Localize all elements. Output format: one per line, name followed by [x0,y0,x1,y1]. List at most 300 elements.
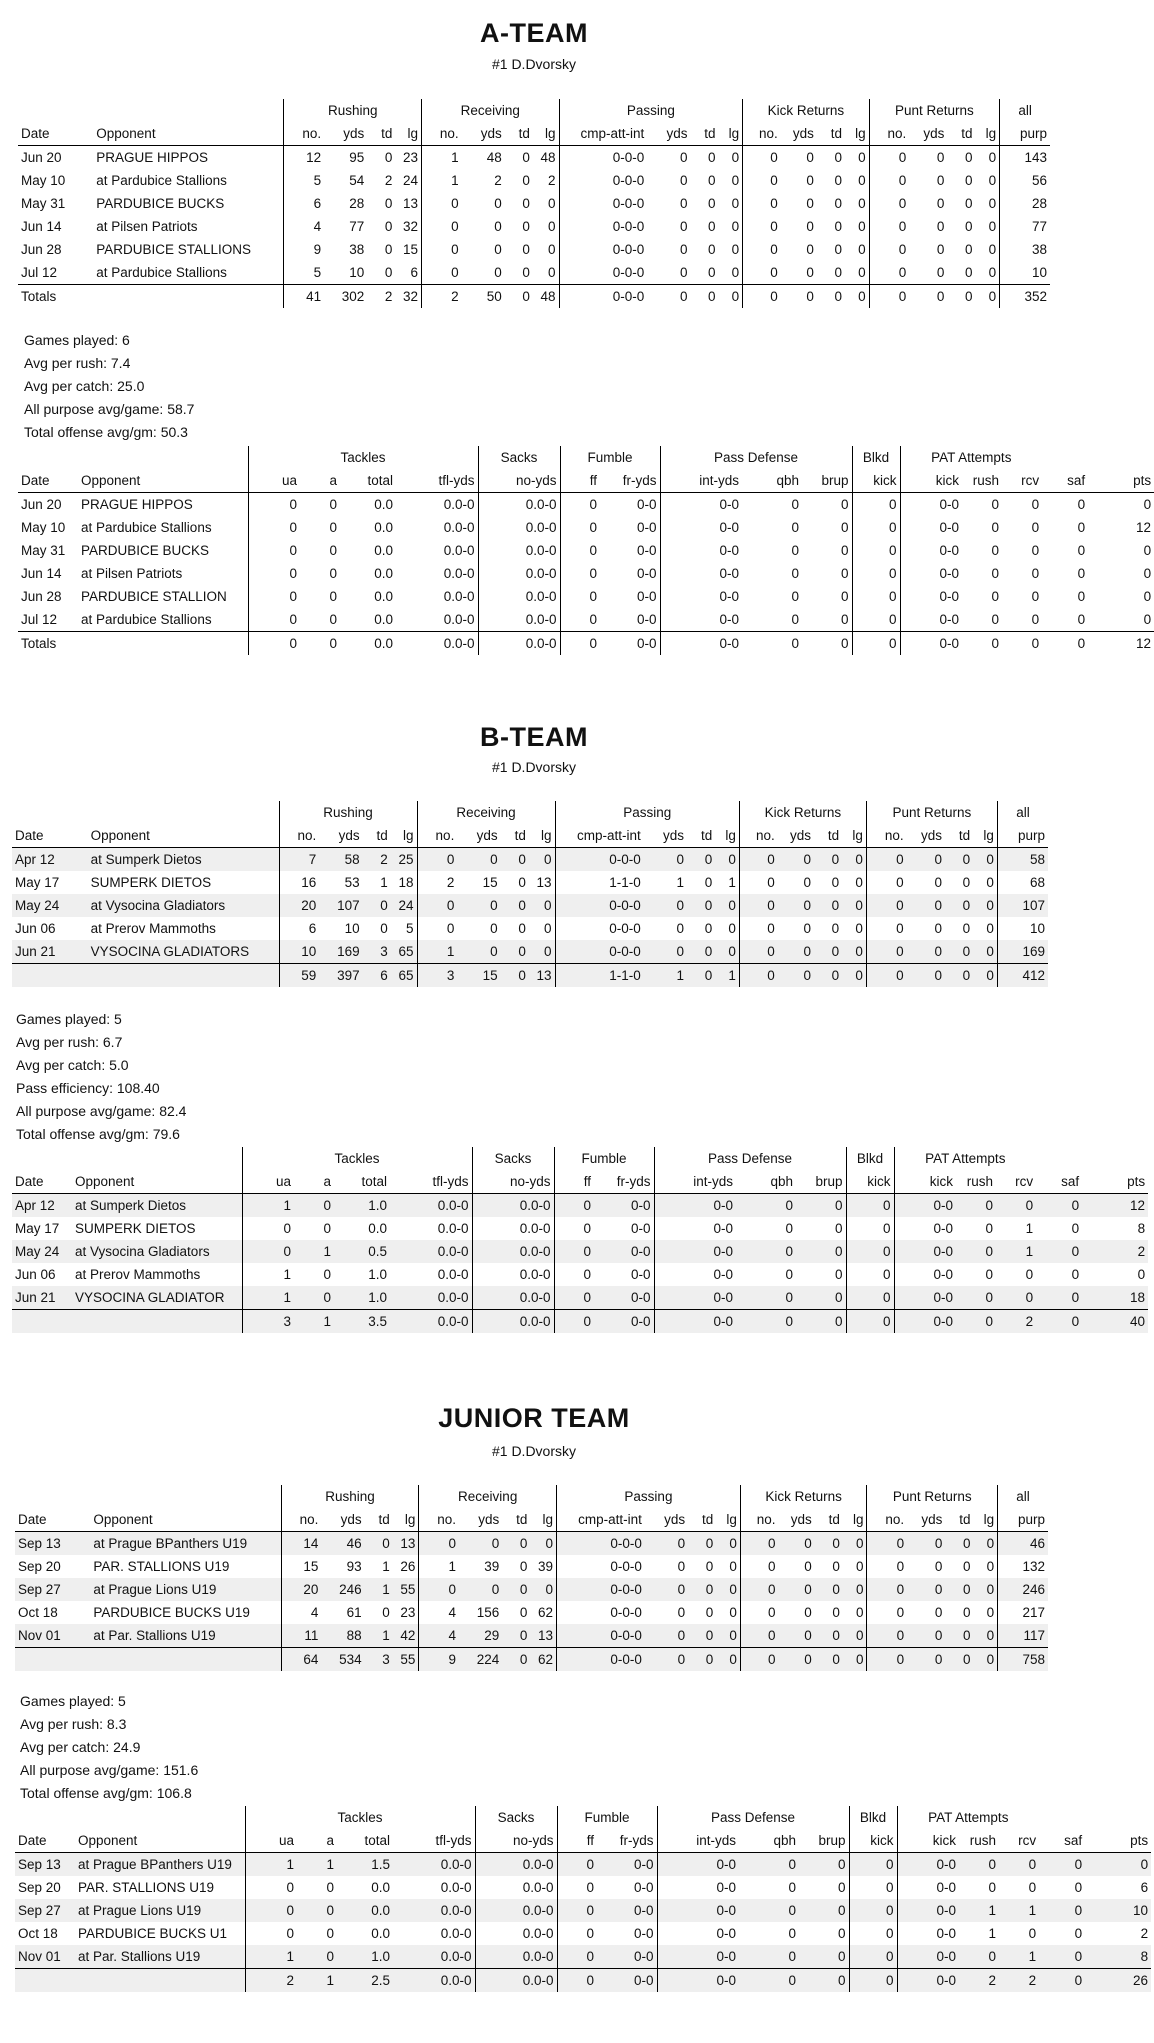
total-blkd-kick: 0 [852,632,900,656]
cell-tackles-total: 0.0 [374,589,393,604]
cell-kr-lg: 0 [843,1578,867,1601]
cell-pr-yds: 0 [934,1559,943,1574]
cell-blkd-kick: 0 [849,1853,897,1877]
cell-date: Jun 28 [21,589,62,604]
cell-rec-yds: 0 [494,219,502,234]
column-header-fumble-fr-yds: fr-yds [594,1170,654,1194]
cell-kr-yds: 0 [779,1532,815,1556]
cell-sacks-no-yds: 0.0-0 [478,562,560,585]
cell-kr-no: 0 [743,261,781,285]
cell-blkd-kick: 0 [846,1263,894,1286]
cell-date: May 10 [21,520,66,535]
b-team-defense-table [12,1147,1148,1333]
cell-all-purp: 77 [1000,215,1050,238]
column-header-tackles-tfl-yds: tfl-yds [393,1829,475,1853]
cell-pass-lg: 0 [731,196,740,211]
cell-kr-no: 0 [739,894,777,917]
cell-date: May 17 [15,1221,60,1236]
cell-fumble-fr-yds: 0-0 [634,1880,654,1895]
group-header: Blkd [849,1806,897,1829]
cell-pr-lg: 0 [988,173,997,188]
cell-pass-yds: 0 [679,265,688,280]
cell-tackles-tfl-yds: 0.0-0 [390,1240,472,1263]
group-header: Passing [557,1485,741,1508]
season-note: Avg per rush: 6.7 [16,1034,123,1050]
cell-all-purp: 117 [998,1624,1048,1648]
total-pass-cmp-att-int: 0-0-0 [557,1648,645,1672]
column-header-pass-yds: yds [645,1508,688,1532]
total-pd-qbh: 0 [736,1310,796,1334]
cell-rush-yds: 10 [344,921,360,936]
cell-rec-yds: 48 [486,150,502,165]
cell-pass-yds: 0 [679,242,688,257]
table-row [15,1876,1151,1899]
cell-pat-rcv: 0 [1031,566,1040,581]
table-row [12,1194,1148,1218]
column-header-opponent: Opponent [88,824,279,848]
cell-date: May 31 [21,196,66,211]
cell-blkd-kick: 0 [846,1217,894,1240]
cell-rec-no: 1 [421,169,461,192]
cell-pat-rush: 0 [956,1194,996,1218]
cell-rec-yds: 0 [457,848,500,872]
a-team-player: #1 D.Dvorsky [491,56,577,72]
cell-pr-td: 0 [945,1532,973,1556]
cell-opponent: PARDUBICE BUCKS [96,196,225,211]
column-header-tackles-a: a [300,469,340,493]
season-note: Games played: 5 [16,1011,122,1027]
column-header-fumble-ff: ff [557,1829,597,1853]
cell-kr-no: 0 [740,1555,778,1578]
table-row [18,516,1154,539]
cell-tackles-total: 0.0 [371,1926,390,1941]
cell-kr-td: 0 [814,940,842,964]
cell-rush-no: 5 [284,261,324,285]
cell-opponent: at Pilsen Patriots [96,219,198,234]
cell-opponent: PARDUBICE STALLION [81,589,227,604]
cell-pr-lg: 0 [973,1624,997,1648]
column-header-row [18,122,1050,146]
cell-pd-qbh: 0 [785,1221,794,1236]
cell-pat-rush: 1 [988,1926,997,1941]
cell-pts: 8 [1085,1945,1151,1969]
cell-kr-lg: 0 [858,242,866,257]
cell-pd-int-yds: 0-0 [657,1922,739,1945]
cell-fumble-fr-yds: 0-0 [597,1853,657,1877]
cell-tackles-total: 1.0 [334,1194,390,1218]
cell-pd-brup: 0 [841,589,849,604]
cell-rush-no: 10 [279,940,319,964]
junior-team-defense-table [15,1806,1151,1992]
total-saf: 0 [1036,1310,1082,1334]
cell-opponent: VYSOCINA GLADIATOR [72,1286,242,1310]
total-kr-lg: 0 [845,285,869,309]
cell-pat-rush: 0 [959,1853,999,1877]
total-pd-brup: 0 [796,1310,846,1334]
total-kr-td: 0 [817,285,845,309]
cell-pr-yds: 0 [907,940,945,964]
total-tackles-tfl-yds: 0.0-0 [396,632,478,656]
cell-pr-lg: 0 [986,1605,995,1620]
cell-pd-brup: 0 [799,1853,849,1877]
cell-opponent: at Prerov Mammoths [75,1267,201,1282]
cell-kr-lg: 0 [858,219,866,234]
cell-tackles-ua: 0 [248,608,300,632]
cell-opponent: SUMPERK DIETOS [90,875,212,890]
cell-saf: 0 [1077,566,1086,581]
total-tackles-a: 0 [300,632,340,656]
cell-kr-lg: 0 [855,1559,864,1574]
column-header-kr-lg: lg [845,122,869,146]
cell-all-purp: 10 [997,917,1048,940]
cell-blkd-kick: 0 [846,1194,894,1218]
column-header-rec-lg: lg [529,824,555,848]
cell-pass-yds: 0 [679,173,688,188]
cell-kr-td: 0 [834,150,843,165]
group-header: Blkd [852,446,900,469]
cell-fumble-fr-yds: 0-0 [594,1240,654,1263]
cell-pr-no: 0 [869,146,909,170]
cell-sacks-no-yds: 0.0-0 [478,585,560,608]
cell-pat-rush: 0 [985,1221,994,1236]
cell-fumble-ff: 0 [557,1945,597,1969]
group-header-row [12,1147,1148,1170]
table-row [15,1922,1151,1945]
cell-pat-rcv: 0 [1028,1926,1037,1941]
cell-pd-int-yds: 0-0 [654,1263,736,1286]
cell-pd-brup: 0 [796,1286,846,1310]
cell-pd-qbh: 0 [788,1926,797,1941]
column-header-kr-no: no. [739,824,777,848]
cell-pr-no: 0 [869,192,909,215]
cell-pat-rcv: 0 [996,1194,1036,1218]
cell-pass-yds: 0 [644,940,687,964]
column-header-pat-kick: kick [894,1170,956,1194]
cell-opponent: PARDUBICE STALLIONS [96,242,252,257]
total-pat-rush: 2 [959,1969,999,1993]
cell-rec-lg: 13 [536,875,552,890]
total-pr-no: 0 [867,1648,907,1672]
total-pass-td: 0 [688,1648,716,1672]
column-header-pat-rush: rush [962,469,1002,493]
column-header-pr-lg: lg [976,122,1000,146]
cell-fumble-ff: 0 [560,608,600,632]
group-spacer [18,446,248,469]
group-header: Kick Returns [739,801,866,824]
cell-fumble-fr-yds: 0-0 [597,1945,657,1969]
cell-rec-lg: 0 [547,242,556,257]
cell-tackles-ua: 1 [242,1286,294,1310]
cell-fumble-ff: 0 [557,1853,597,1877]
cell-opponent: at Vysocina Gladiators [88,894,279,917]
table-row [18,493,1154,517]
table-row [12,1240,1148,1263]
cell-rush-yds: 107 [319,894,362,917]
cell-all-purp: 217 [998,1601,1048,1624]
column-header-pr-yds: yds [909,122,947,146]
column-header-opponent: Opponent [90,1508,281,1532]
cell-pr-yds: 0 [936,150,945,165]
cell-pr-lg: 0 [973,940,997,964]
total-rush-yds: 397 [319,964,362,988]
cell-kr-td: 0 [815,1532,843,1556]
cell-tackles-ua: 0 [242,1240,294,1263]
column-header-blkd-kick: kick [849,1829,897,1853]
column-header-date: Date [18,469,78,493]
cell-pass-cmp-att-int: 0-0-0 [555,894,644,917]
cell-pr-no: 0 [867,1555,907,1578]
column-header-pass-td: td [690,122,718,146]
cell-pr-yds: 0 [907,1624,945,1648]
cell-tackles-tfl-yds: 0.0-0 [393,1853,475,1877]
total-pd-brup: 0 [799,1969,849,1993]
cell-sacks-no-yds: 0.0-0 [478,493,560,517]
cell-rec-no: 4 [419,1624,459,1648]
cell-opponent: at Pardubice Stallions [81,520,212,535]
cell-pass-yds: 0 [644,894,687,917]
cell-kr-yds: 0 [779,1578,815,1601]
group-header: Rushing [279,801,417,824]
column-header-rush-yds: yds [321,1508,364,1532]
group-header: Kick Returns [740,1485,867,1508]
cell-rec-lg: 0 [529,940,555,964]
cell-fumble-ff: 0 [557,1899,597,1922]
cell-kr-td: 0 [834,242,843,257]
cell-tackles-ua: 0 [245,1876,297,1899]
cell-pd-int-yds: 0-0 [657,1945,739,1969]
total-rush-no: 64 [281,1648,321,1672]
cell-pr-lg: 0 [988,219,997,234]
total-pr-no: 0 [866,964,906,988]
cell-kr-td: 0 [832,1605,840,1620]
cell-rush-no: 6 [284,192,324,215]
cell-pd-int-yds: 0-0 [654,1286,736,1310]
cell-sacks-no-yds: 0.0-0 [472,1240,554,1263]
column-header-row [15,1829,1151,1853]
cell-pd-brup: 0 [841,520,849,535]
table-row [15,1532,1048,1556]
cell-rec-td: 0 [522,196,530,211]
total-rec-no: 3 [417,964,457,988]
group-header: PAT Attempts [894,1147,1036,1170]
season-note: Avg per rush: 7.4 [24,355,131,371]
column-header-pd-qbh: qbh [742,469,802,493]
cell-pat-rcv: 1 [999,1945,1039,1969]
junior-team-season-notes [20,1690,198,1805]
cell-kr-no: 0 [739,848,777,872]
cell-sacks-no-yds: 0.0-0 [478,539,560,562]
cell-opponent: at Pilsen Patriots [81,566,183,581]
cell-pr-td: 0 [965,196,973,211]
cell-rush-lg: 25 [391,848,417,872]
cell-pass-yds: 1 [676,875,685,890]
cell-kr-td: 0 [832,1559,840,1574]
table-row [15,1853,1151,1877]
cell-opponent: at Pardubice Stallions [81,612,212,627]
cell-pr-lg: 0 [973,1578,997,1601]
cell-pass-cmp-att-int: 0-0-0 [559,169,647,192]
cell-opponent: PAR. STALLIONS U19 [93,1559,230,1574]
cell-pass-yds: 0 [677,1605,686,1620]
cell-rush-yds: 88 [321,1624,364,1648]
cell-kr-no: 0 [743,238,781,261]
cell-rush-no: 4 [281,1601,321,1624]
column-header-saf: saf [1036,1170,1082,1194]
cell-pass-td: 0 [708,265,716,280]
total-rec-no: 9 [419,1648,459,1672]
total-fumble-fr-yds: 0-0 [594,1310,654,1334]
cell-pd-qbh: 0 [739,1853,799,1877]
cell-pd-qbh: 0 [736,1286,796,1310]
cell-pd-brup: 0 [796,1240,846,1263]
cell-rush-lg: 26 [400,1559,416,1574]
cell-pts: 6 [1140,1880,1149,1895]
cell-rec-lg: 0 [529,848,555,872]
cell-date: May 31 [21,543,66,558]
column-header-date: Date [18,122,93,146]
column-header-pass-td: td [688,1508,716,1532]
cell-rec-td: 0 [522,150,530,165]
cell-pass-cmp-att-int: 0-0-0 [555,848,644,872]
cell-pat-kick: 0-0 [894,1217,956,1240]
cell-date: May 17 [15,875,60,890]
totals-row [18,285,1050,309]
cell-rec-yds: 0 [459,1578,502,1601]
cell-kr-lg: 0 [858,173,866,188]
cell-tackles-a: 0 [326,1926,334,1941]
cell-pd-int-yds: 0-0 [660,493,742,517]
total-tackles-total: 0.0 [340,632,396,656]
cell-rush-td: 0 [382,1605,390,1620]
cell-kr-td: 0 [834,173,843,188]
cell-pat-kick: 0-0 [900,585,962,608]
cell-pts: 0 [1143,612,1152,627]
total-kr-lg: 0 [842,964,866,988]
cell-sacks-no-yds: 0.0-0 [472,1263,554,1286]
season-note: Avg per rush: 8.3 [20,1716,127,1732]
cell-pat-kick: 0-0 [900,562,962,585]
cell-rush-yds: 38 [349,242,365,257]
cell-rec-no: 2 [417,871,457,894]
cell-pd-int-yds: 0-0 [657,1876,739,1899]
cell-rec-yds: 0 [457,894,500,917]
cell-pr-lg: 0 [988,265,997,280]
cell-rush-yds: 93 [346,1559,362,1574]
cell-pass-td: 0 [688,1624,716,1648]
cell-date: Sep 20 [18,1559,61,1574]
cell-pr-lg: 0 [973,848,997,872]
total-rush-td: 2 [367,285,395,309]
cell-pass-lg: 0 [716,1624,740,1648]
cell-date: Oct 18 [18,1926,58,1941]
cell-sacks-no-yds: 0.0-0 [475,1876,557,1899]
cell-pd-brup: 0 [838,1926,846,1941]
cell-saf: 0 [1077,520,1086,535]
cell-rec-lg: 0 [547,219,556,234]
cell-tackles-total: 0.0 [337,1899,393,1922]
cell-pd-qbh: 0 [791,520,800,535]
cell-pass-td: 0 [704,875,713,890]
total-date: Totals [18,285,93,309]
cell-pass-lg: 0 [731,265,740,280]
cell-pass-yds: 0 [676,921,685,936]
column-header-opponent: Opponent [75,1829,245,1853]
cell-saf: 0 [1036,1286,1082,1310]
cell-pat-kick: 0-0 [900,608,962,632]
cell-pr-td: 0 [962,921,971,936]
cell-rush-td: 2 [384,173,393,188]
cell-saf: 0 [1077,612,1086,627]
column-header-tackles-tfl-yds: tfl-yds [396,469,478,493]
total-pass-cmp-att-int: 0-0-0 [559,285,647,309]
cell-rec-lg: 0 [530,1532,556,1556]
column-header-kr-yds: yds [778,824,814,848]
totals-row [12,1310,1148,1334]
cell-pass-lg: 0 [716,1532,740,1556]
column-header-kr-lg: lg [843,1508,867,1532]
cell-date: Jun 21 [12,940,88,964]
cell-pass-td: 0 [687,894,715,917]
group-header: all [1000,99,1050,122]
total-blkd-kick: 0 [849,1969,897,1993]
a-team-season-notes [24,329,194,444]
cell-pass-yds: 0 [679,219,688,234]
cell-pd-int-yds: 0-0 [654,1217,736,1240]
column-header-date: Date [12,1170,72,1194]
cell-pass-cmp-att-int: 0-0-0 [557,1578,645,1601]
total-rec-no: 2 [421,285,461,309]
column-header-date: Date [15,1829,75,1853]
cell-date: Jun 21 [12,1286,72,1310]
cell-rush-no: 5 [284,169,324,192]
column-header-pr-td: td [945,824,973,848]
cell-rush-yds: 61 [346,1605,362,1620]
cell-sacks-no-yds: 0.0-0 [475,1853,557,1877]
group-header: Pass Defense [654,1147,846,1170]
cell-pr-no: 0 [866,848,906,872]
column-header-rec-no: no. [419,1508,459,1532]
group-header: Passing [559,99,743,122]
group-header: all [997,801,1048,824]
cell-tackles-total: 0.5 [334,1240,390,1263]
cell-pass-td: 0 [705,1605,714,1620]
cell-kr-yds: 0 [778,848,814,872]
cell-pd-int-yds: 0-0 [660,562,742,585]
cell-fumble-fr-yds: 0-0 [637,566,657,581]
cell-pr-td: 0 [965,265,973,280]
cell-all-purp: 58 [997,848,1048,872]
cell-tackles-a: 1 [297,1853,337,1877]
cell-opponent: PRAGUE HIPPOS [81,497,193,512]
cell-rush-td: 0 [384,242,393,257]
cell-pr-yds: 0 [907,1532,945,1556]
cell-pat-kick: 0-0 [894,1240,956,1263]
column-header-rush-td: td [363,824,391,848]
cell-kr-lg: 0 [842,894,866,917]
cell-fumble-ff: 0 [554,1263,594,1286]
cell-blkd-kick: 0 [849,1922,897,1945]
cell-kr-lg: 0 [858,150,866,165]
cell-rush-td: 0 [380,921,388,936]
group-header: Rushing [281,1485,419,1508]
cell-kr-td: 0 [815,1624,843,1648]
cell-rec-lg: 0 [530,1578,556,1601]
cell-pr-no: 0 [866,871,906,894]
cell-tackles-ua: 0 [245,1899,297,1922]
cell-pat-rcv: 0 [999,1853,1039,1877]
column-header-pat-kick: kick [897,1829,959,1853]
total-tackles-total: 3.5 [334,1310,390,1334]
